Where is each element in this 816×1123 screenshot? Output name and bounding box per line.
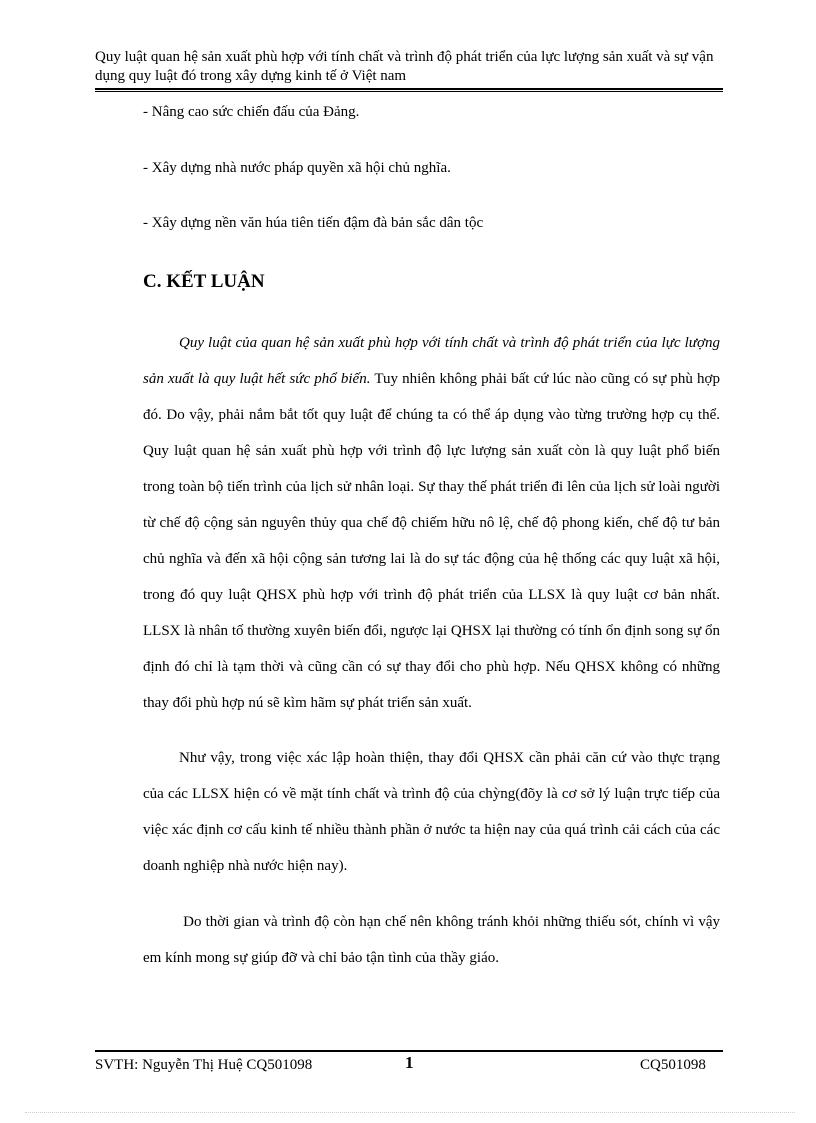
page-edge-divider bbox=[25, 1112, 795, 1113]
bullet-item: - Xây dựng nhà nước pháp quyền xã hội chủ nghĩa. bbox=[143, 160, 451, 176]
page-number: 1 bbox=[405, 1053, 414, 1072]
footer-rule bbox=[95, 1050, 723, 1052]
conclusion-paragraph-3 bbox=[143, 904, 720, 976]
running-header: Quy luật quan hệ sản xuất phù hợp với tính chất và trình độ phát triển của lực lượng sản xuất và sự vận dụng quy luật đó trong xây dựng kinh tế ở Việt nam bbox=[95, 49, 714, 84]
bullet-item: - Nâng cao sức chiến đấu của Đảng. bbox=[143, 104, 360, 120]
italic-lead-sentence: Quy luật của quan hệ sản xuất phù hợp với tính chất và trình độ phát triển của lực lượng sản xuất là quy luật hết sức phổ biến. bbox=[143, 335, 720, 387]
footer-code: CQ501098 bbox=[640, 1057, 706, 1073]
conclusion-paragraph-1 bbox=[143, 325, 720, 721]
bullet-item: - Xây dựng nền văn húa tiên tiến đậm đà bản sắc dân tộc bbox=[143, 215, 484, 231]
paragraph-body: Do thời gian và trình độ còn hạn chế nên không tránh khỏi những thiếu sót, chính vì vậy em kính mong sự giúp đỡ và chỉ bảo tận tình của thầy giáo. bbox=[143, 914, 720, 966]
paragraph-body: Như vậy, trong việc xác lập hoàn thiện, thay đổi QHSX cần phải căn cứ vào thực trạng của các LLSX hiện có về mặt tính chất và trình độ của chỳng(đõy là cơ sở lý luận trực tiếp của việc xác định cơ cấu kinh tế nhiều thành phần ở nước ta hiện nay của quá trình cải cách của các doanh nghiệp nhà nước hiện nay). bbox=[143, 750, 720, 874]
section-heading: C. KẾT LUẬN bbox=[143, 271, 265, 292]
header-rule bbox=[95, 88, 723, 92]
conclusion-paragraph-2 bbox=[143, 740, 720, 884]
footer-author: SVTH: Nguyễn Thị Huệ CQ501098 bbox=[95, 1057, 313, 1073]
paragraph-body: Tuy nhiên không phải bất cứ lúc nào cũng có sự phù hợp đó. Do vậy, phải nắm bắt tốt quy luật để chúng ta có thể áp dụng vào từng trường hợp cụ thể. Quy luật quan hệ sản xuất phù hợp với trình độ lực lượng sản xuất còn là quy luật phổ biến trong toàn bộ tiến trình của lịch sử nhân loại. Sự thay thế phát triển đi lên của lịch sử loài người từ chế độ cộng sản nguyên thủy qua chế độ chiếm hữu nô lệ, chế độ phong kiến, chế độ tư bản chủ nghĩa và đến xã hội cộng sản tương lai là do sự tác động của hệ thống các quy luật xã hội, trong đó quy luật QHSX phù hợp với trình độ phát triển của LLSX là quy luật cơ bản nhất. LLSX là nhân tố thường xuyên biến đổi, ngược lại QHSX lại thường có tính ổn định song sự ổn định đó chỉ là tạm thời và cũng cần có sự thay đổi cho phù hợp. Nếu QHSX không có những thay đổi phù hợp nú sẽ kìm hãm sự phát triển sản xuất. bbox=[143, 371, 720, 711]
